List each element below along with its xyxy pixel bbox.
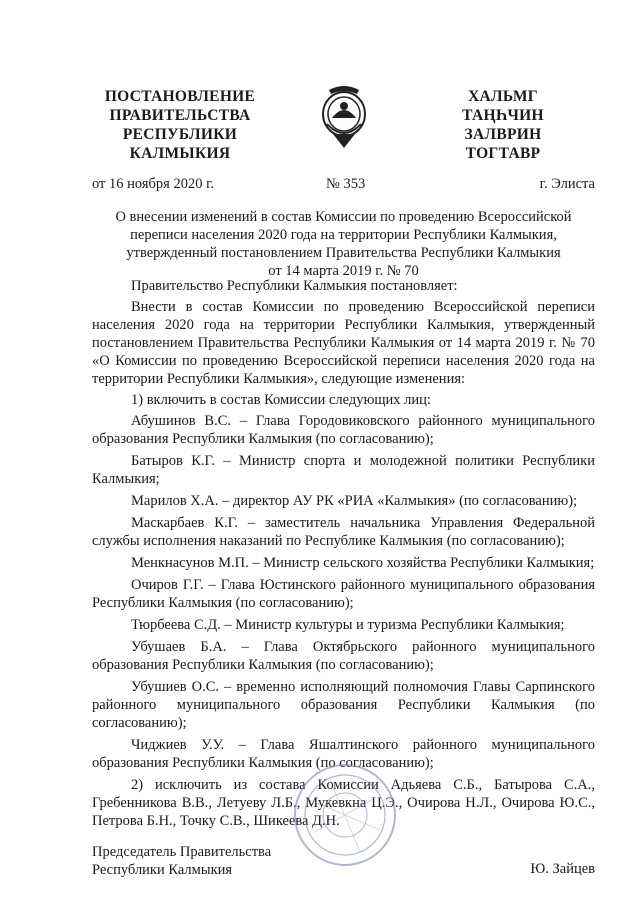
signer-name: Ю. Зайцев xyxy=(530,861,595,877)
body-paragraph: Маскарбаев К.Г. – заместитель начальника Управления Федеральной службы исполнения наказаний по Республике Калмыкия (по согласованию); xyxy=(92,515,595,549)
body-paragraph: Абушинов В.С. – Глава Городовиковского районного муниципального образования Республики Калмыкия (по согласованию); xyxy=(92,413,595,447)
body-paragraph: Очиров Г.Г. – Глава Юстинского районного муниципального образования Республики Калмыкия (по согласованию); xyxy=(92,577,595,611)
document-body xyxy=(92,277,595,833)
title-line: от 14 марта 2019 г. № 70 xyxy=(268,263,419,279)
header-left-line: РЕСПУБЛИКИ xyxy=(122,126,238,143)
title-line: утвержденный постановлением Правительства Республики Калмыкия xyxy=(126,245,561,261)
document-date: от 16 ноября 2020 г. xyxy=(92,176,215,192)
official-seal-icon xyxy=(290,760,400,870)
body-paragraph: Менкнасунов М.П. – Министр сельского хозяйства Республики Калмыкия; xyxy=(131,555,595,571)
header-left-line: КАЛМЫКИЯ xyxy=(129,145,231,162)
document-city: г. Элиста xyxy=(539,176,595,192)
document-number: № 353 xyxy=(326,176,366,192)
header-right-line: ЗАЛВРИН xyxy=(464,126,542,143)
body-paragraph: Батыров К.Г. – Министр спорта и молодежной политики Республики Калмыкия; xyxy=(92,453,595,487)
body-paragraph: Марилов Х.А. – директор АУ РК «РИА «Калмыкия» (по согласованию); xyxy=(131,493,578,509)
body-paragraph: Убушаев Б.А. – Глава Октябрьского районного муниципального образования Республики Калмыкия (по согласованию); xyxy=(92,639,595,673)
header-left-line: ПОСТАНОВЛЕНИЕ xyxy=(104,88,256,105)
body-paragraph: 2) исключить из состава Комиссии Адьяева С.Б., Батырова С.А., Гребенникова В.В., Летуеву Л.Б., Мукевкна Ц.Э., Очирова Н.Л., Очирова Ю.С., Петрова Б.Н., Точку С.В., Шикеева Д.Н. xyxy=(92,777,595,829)
body-paragraph: Чиджиев У.У. – Глава Яшалтинского районного муниципального образования Республики Калмыкия (по согласованию); xyxy=(92,737,595,771)
body-paragraph: Убушиев О.С. – временно исполняющий полномочия Главы Сарпинского районного муниципального образования Республики Калмыкия (по согласованию); xyxy=(92,679,595,731)
header-left-line: ПРАВИТЕЛЬСТВА xyxy=(109,107,251,124)
header-right-line: ХАЛЬМГ xyxy=(468,88,538,105)
state-emblem-icon xyxy=(319,84,369,150)
header-right-line: ТАҢҺЧИН xyxy=(462,107,544,124)
document-meta xyxy=(92,176,595,196)
title-line: О внесении изменений в состав Комиссии по проведению Всероссийской xyxy=(115,209,572,225)
signer-position xyxy=(92,843,271,879)
body-paragraph: Внести в состав Комиссии по проведению Всероссийской переписи населения 2020 года на территории Республики Калмыкия, утвержденный постановлением Правительства Республики Калмыкия от 14 марта 2019 г. № 70 «О Комиссии по проведению Всероссийской переписи населения 2020 года на территории Республики Калмыкия», следующие изменения: xyxy=(92,299,595,387)
signer-position-line: Республики Калмыкия xyxy=(92,862,233,878)
header-right-title xyxy=(448,87,558,163)
header-left-title xyxy=(95,87,265,163)
title-line: переписи населения 2020 года на территории Республики Калмыкия, xyxy=(130,227,557,243)
signer-position-line: Председатель Правительства xyxy=(92,844,272,860)
body-paragraph: Правительство Республики Калмыкия постановляет: xyxy=(131,278,458,294)
header-right-line: ТОГТАВР xyxy=(465,145,541,162)
body-paragraph: 1) включить в состав Комиссии следующих лиц: xyxy=(131,392,431,408)
document-title xyxy=(92,208,595,280)
body-paragraph: Тюрбеева С.Д. – Министр культуры и туризма Республики Калмыкия; xyxy=(131,617,565,633)
